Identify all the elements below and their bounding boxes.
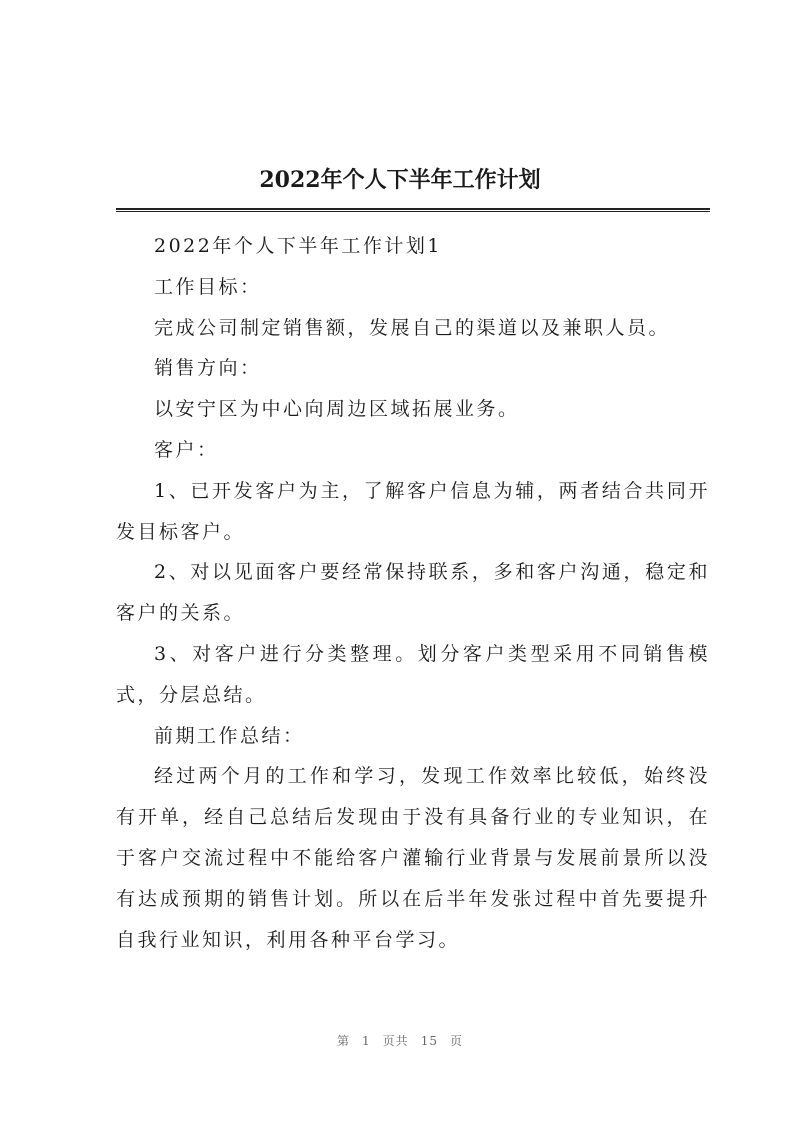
paragraph: 以安宁区为中心向周边区域拓展业务。 <box>154 398 520 421</box>
paragraph: 3、对客户进行分类整理。划分客户类型采用不同销售模式，分层总结。 <box>116 642 710 706</box>
paragraph: 1、已开发客户为主，了解客户信息为辅，两者结合共同开发目标客户。 <box>116 479 710 543</box>
footer-prefix: 第 <box>337 1034 351 1048</box>
footer-page-number: 1 <box>362 1034 371 1048</box>
paragraph: 2022年个人下半年工作计划1 <box>154 235 442 257</box>
document-title: 2022年个人下半年工作计划 <box>259 167 541 193</box>
paragraph: 经过两个月的工作和学习，发现工作效率比较低，始终没有开单，经自己总结后发现由于没有具备行业的专业知识，在于客户交流过程中不能给客户灌输行业背景与发展前景所以没有达成预期的销售计划。所以在后半年发张过程中首先要提升自我行业知识，利用各种平台学习。 <box>116 765 710 951</box>
page-footer <box>0 1032 800 1049</box>
footer-total-pages: 15 <box>420 1034 438 1048</box>
document-body <box>116 226 710 960</box>
title-divider <box>116 208 710 212</box>
paragraph: 前期工作总结： <box>154 724 305 747</box>
paragraph: 2、对以见面客户要经常保持联系，多和客户沟通，稳定和客户的关系。 <box>116 561 710 625</box>
paragraph: 工作目标： <box>154 275 262 298</box>
footer-middle: 页共 <box>382 1034 409 1048</box>
paragraph: 销售方向： <box>154 357 262 380</box>
footer-suffix: 页 <box>449 1034 463 1048</box>
paragraph: 完成公司制定销售额，发展自己的渠道以及兼职人员。 <box>154 316 671 339</box>
paragraph: 客户： <box>154 438 219 461</box>
